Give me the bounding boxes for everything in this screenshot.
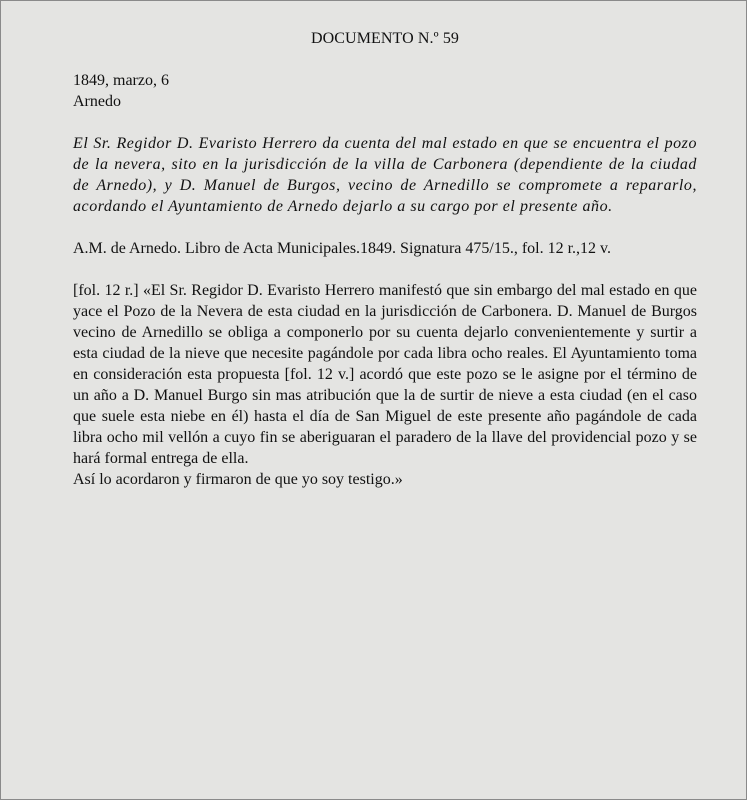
transcription-text: [fol. 12 r.] «El Sr. Regidor D. Evaristo Herrero manifestó que sin embargo del mal estado en que yace el Pozo de la Nevera de esta ciudad en la jurisdicción de Carbonera. D. Manuel de Burgos vecino de Arnedillo se obliga a componerlo por su cuenta dejarlo convenientemente y surtir a esta ciudad de la nieve que necesite pagándole por cada libra ocho reales. El Ayuntamiento toma en consideración esta propuesta [fol. 12 v.] acordó que este pozo se le asigne por el término de un año a D. Manuel Burgo sin mas atribución que la de surtir de nieve a esta ciudad (en el caso que suele esta niebe en él) hasta el día de San Miguel de este presente año pagándole de cada libra ocho mil vellón a cuyo fin se aberiguaran el paradero de la llave del providencial pozo y se hará formal entrega de ella. <box>73 282 697 467</box>
document-date: 1849, marzo, 6 <box>73 72 169 89</box>
document-body <box>73 28 697 490</box>
document-title: DOCUMENTO N.º 59 <box>310 30 460 47</box>
document-place: Arnedo <box>73 93 121 110</box>
document-summary: El Sr. Regidor D. Evaristo Herrero da cuenta del mal estado en que se encuentra el pozo de la nevera, sito en la jurisdicción de la villa de Carbonera (dependiente de la ciudad de Arnedo), y D. Manuel de Burgos, vecino de Arnedillo se compromete a repararlo, acordando el Ayuntamiento de Arnedo dejarlo a su cargo por el presente año. <box>73 135 697 215</box>
transcription-closing: Así lo acordaron y firmaron de que yo soy testigo.» <box>73 471 403 488</box>
date-place-block <box>73 70 697 112</box>
archive-source: A.M. de Arnedo. Libro de Acta Municipales.1849. Signatura 475/15., fol. 12 r.,12 v. <box>73 240 611 257</box>
